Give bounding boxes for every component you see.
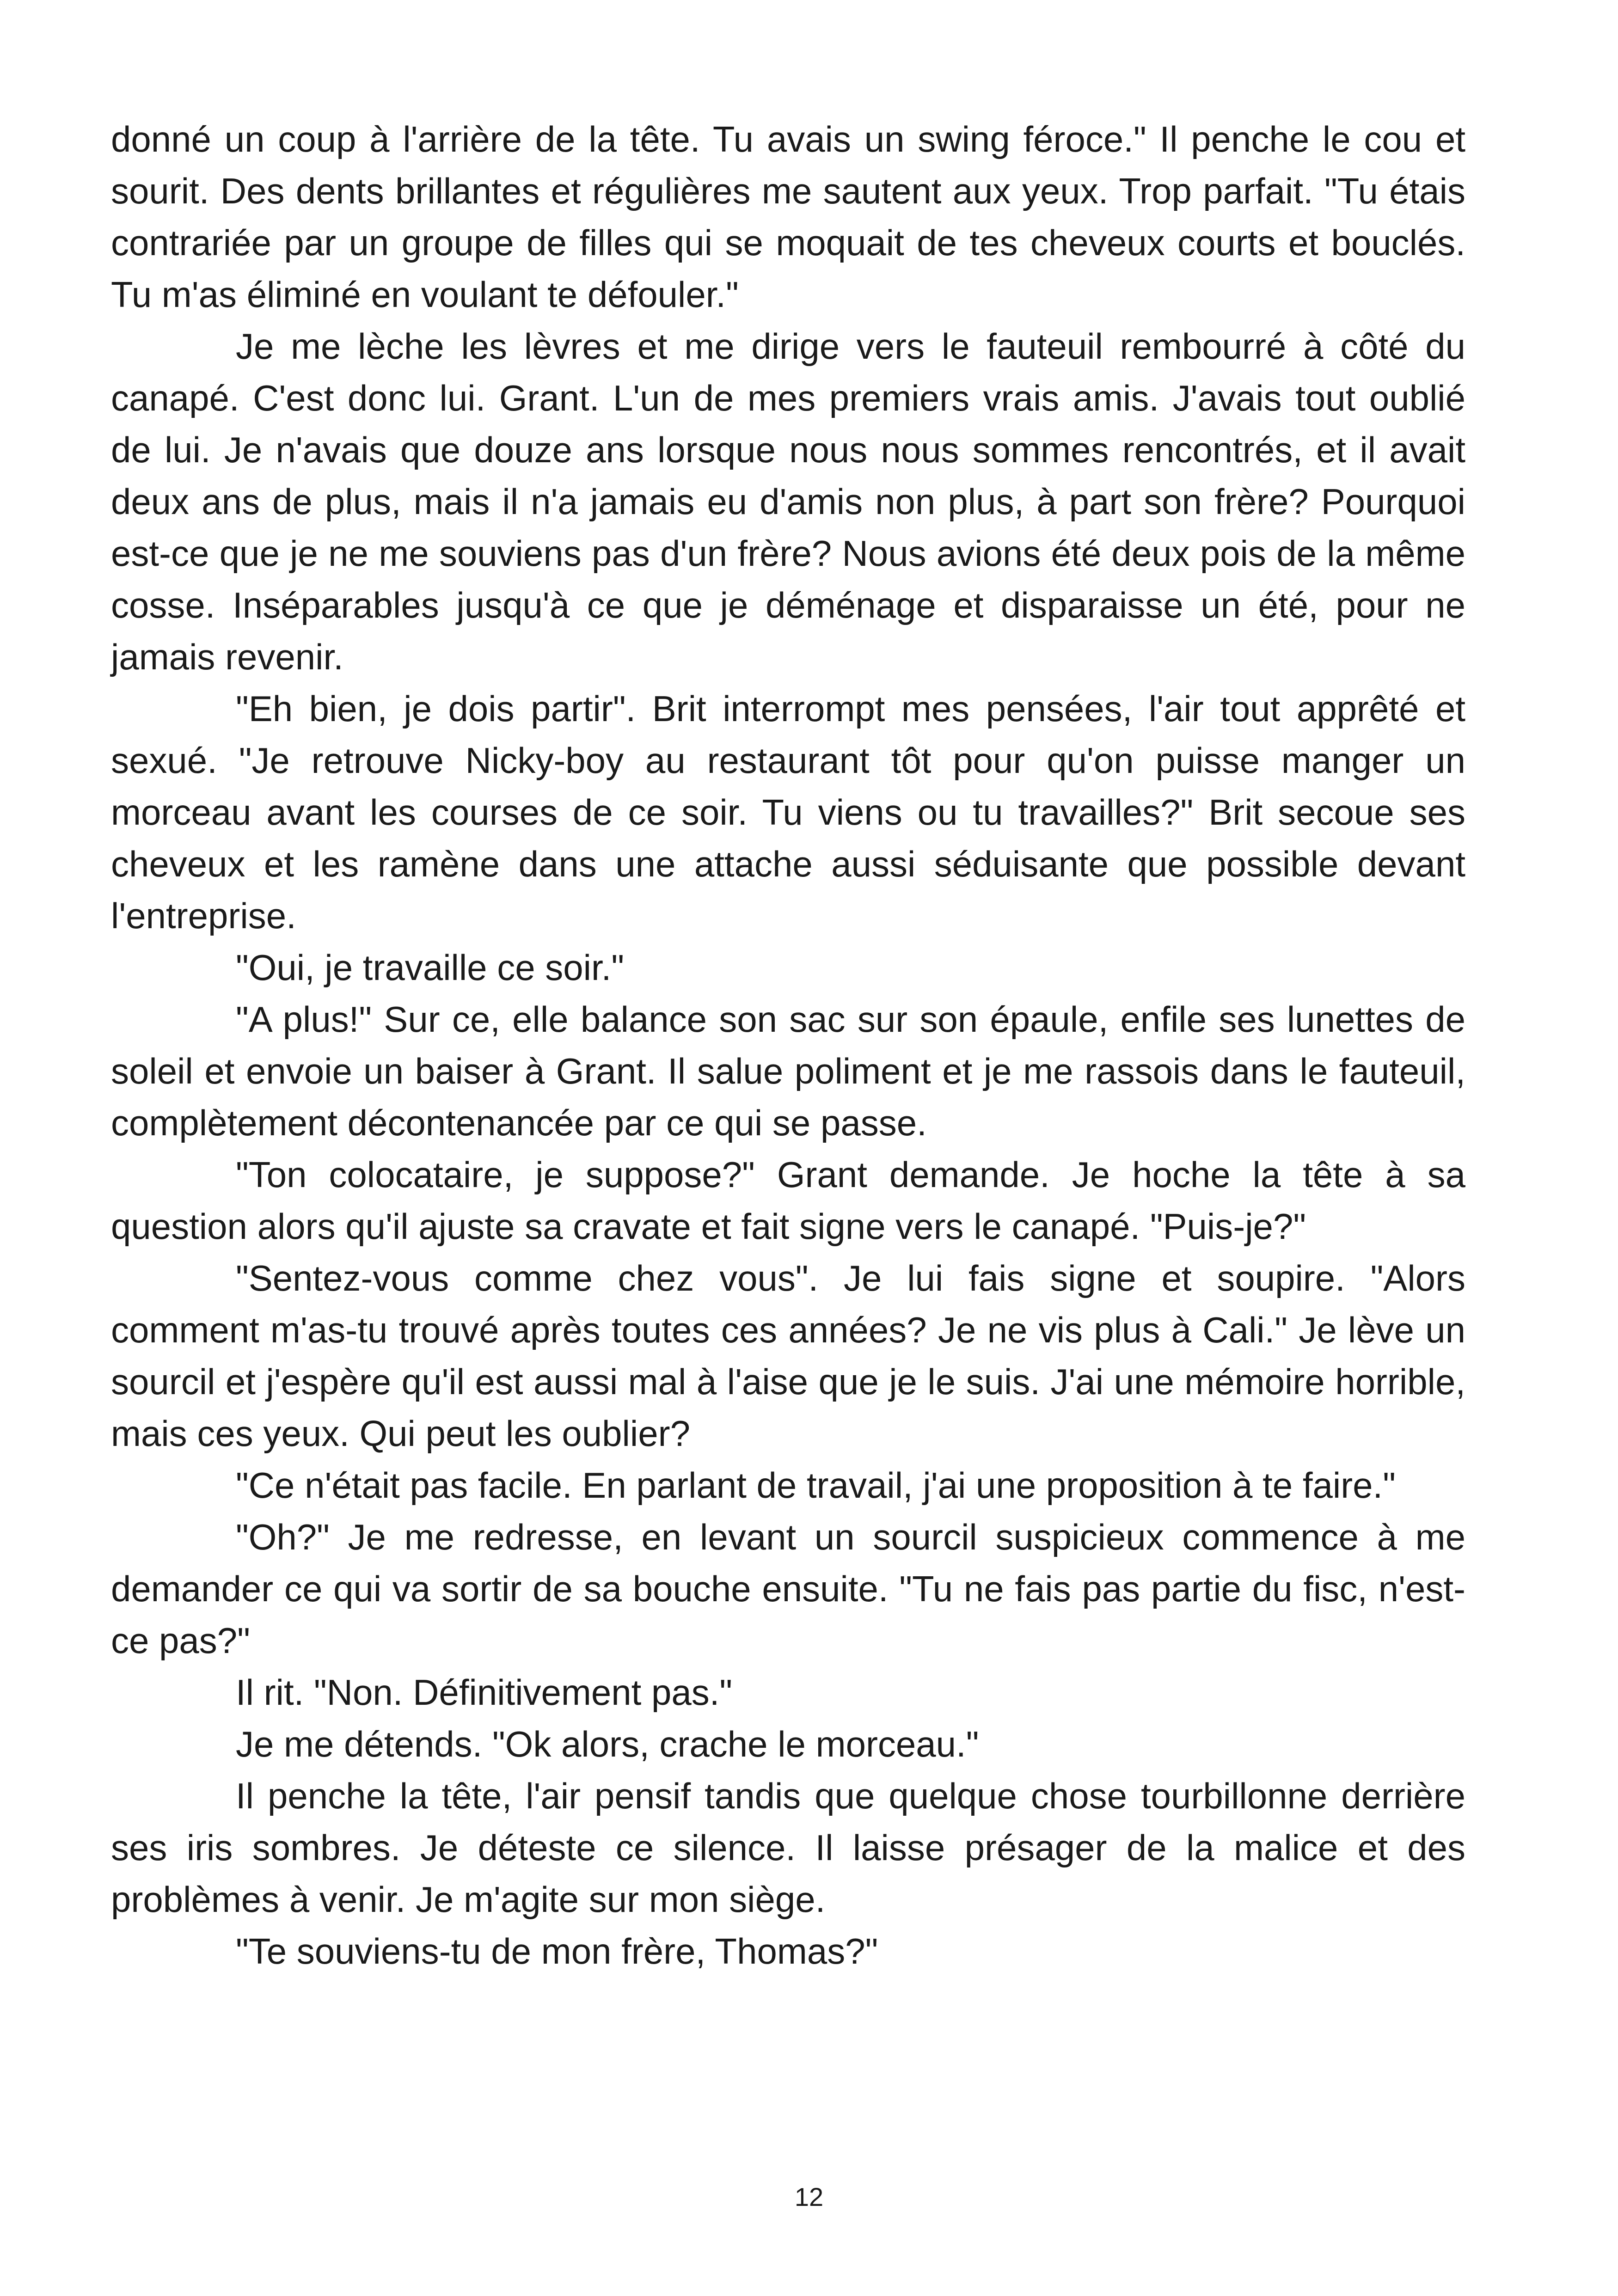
paragraph: Il penche la tête, l'air pensif tandis que quelque chose tourbillonne derrière ses iris sombres. Je déteste ce silence. Il laisse présager de la malice et des problèmes à venir. Je m'agite sur mon siège.: [111, 1776, 1465, 1920]
paragraph: Je me lèche les lèvres et me dirige vers le fauteuil rembourré à côté du canapé. C'est donc lui. Grant. L'un de mes premiers vrais amis. J'avais tout oublié de lui. Je n'avais que douze ans lorsque nous nous sommes rencontrés, et il avait deux ans de plus, mais il n'a jamais eu d'amis non plus, à part son frère? Pourquoi est-ce que je ne me souviens pas d'un frère? Nous avions été deux pois de la même cosse. Inséparables jusqu'à ce que je déménage et disparaisse un été, pour ne jamais revenir.: [111, 326, 1465, 677]
paragraph: "Sentez-vous comme chez vous". Je lui fais signe et soupire. "Alors comment m'as-tu trouvé après toutes ces années? Je ne vis plus à Cali." Je lève un sourcil et j'espère qu'il est aussi mal à l'aise que je le suis. J'ai une mémoire horrible, mais ces yeux. Qui peut les oublier?: [111, 1258, 1465, 1454]
body-text: [111, 113, 1465, 1977]
paragraph: donné un coup à l'arrière de la tête. Tu avais un swing féroce." Il penche le cou et sourit. Des dents brillantes et régulières me sautent aux yeux. Trop parfait. "Tu étais contrariée par un groupe de filles qui se moquait de tes cheveux courts et bouclés. Tu m'as éliminé en voulant te défouler.": [111, 119, 1465, 315]
page-number: 12: [794, 2182, 824, 2211]
paragraph: "Ton colocataire, je suppose?" Grant demande. Je hoche la tête à sa question alors qu'il ajuste sa cravate et fait signe vers le canapé. "Puis-je?": [111, 1154, 1465, 1247]
paragraph: "Ce n'était pas facile. En parlant de travail, j'ai une proposition à te faire.": [236, 1465, 1396, 1506]
paragraph: "Eh bien, je dois partir". Brit interrompt mes pensées, l'air tout apprêté et sexué. "Je retrouve Nicky-boy au restaurant tôt pour qu'on puisse manger un morceau avant les courses de ce soir. Tu viens ou tu travailles?" Brit secoue ses cheveux et les ramène dans une attache aussi séduisante que possible devant l'entreprise.: [111, 688, 1465, 936]
paragraph: Il rit. "Non. Définitivement pas.": [236, 1672, 733, 1713]
paragraph: "Te souviens-tu de mon frère, Thomas?": [236, 1931, 878, 1971]
paragraph: Je me détends. "Ok alors, crache le morceau.": [236, 1724, 979, 1764]
paragraph: "Oui, je travaille ce soir.": [236, 947, 625, 988]
paragraph: "A plus!" Sur ce, elle balance son sac sur son épaule, enfile ses lunettes de soleil et envoie un baiser à Grant. Il salue poliment et je me rassois dans le fauteuil, complètement décontenancée par ce qui se passe.: [111, 999, 1465, 1143]
paragraph: "Oh?" Je me redresse, en levant un sourcil suspicieux commence à me demander ce qui va sortir de sa bouche ensuite. "Tu ne fais pas partie du fisc, n'est-ce pas?": [111, 1517, 1465, 1661]
